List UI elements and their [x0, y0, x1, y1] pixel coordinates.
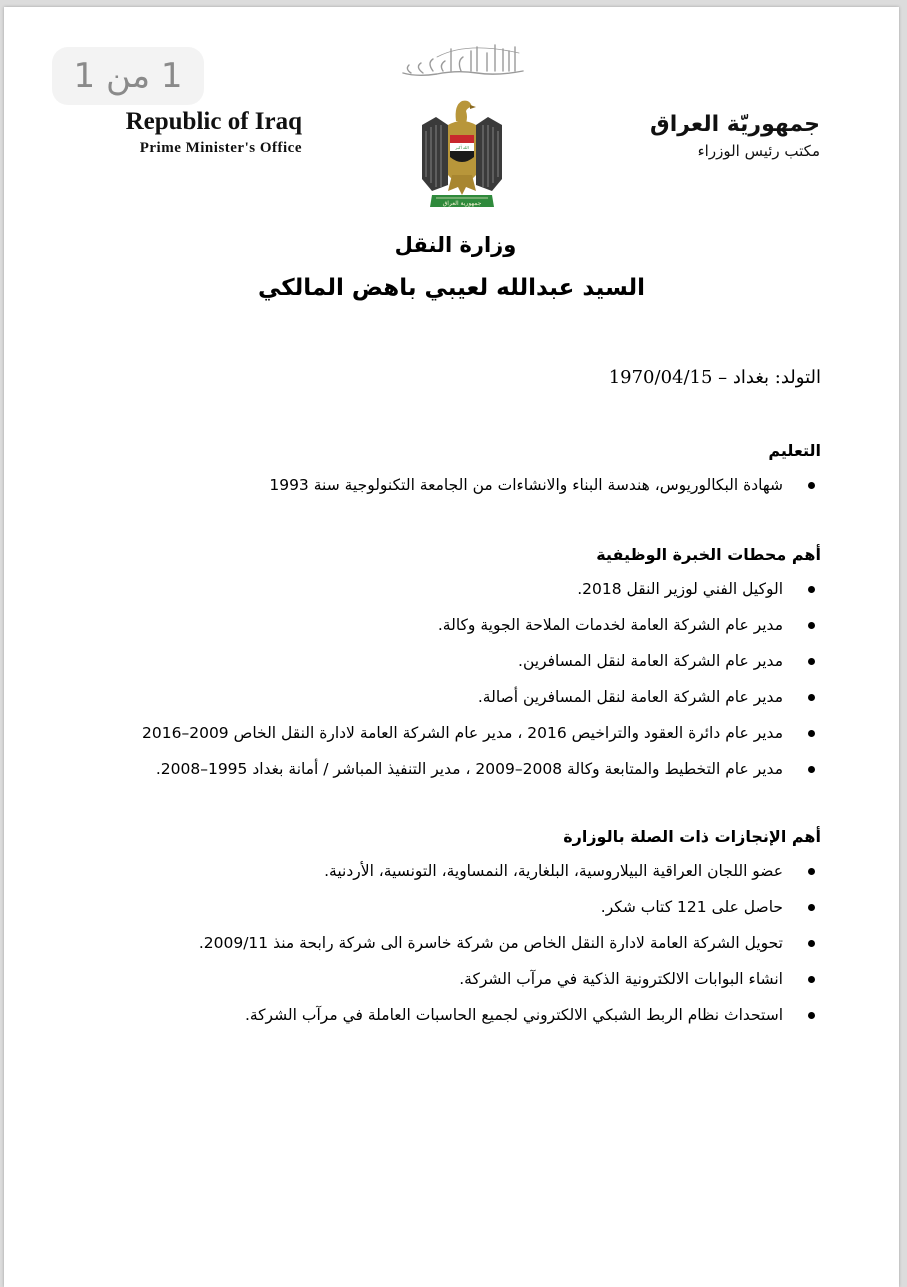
list-item — [64, 889, 821, 925]
list-item-text: مدير عام الشركة العامة لخدمات الملاحة الجوية وكالة. — [437, 616, 783, 634]
education-section — [64, 439, 821, 503]
list-item — [64, 715, 821, 751]
page-indicator: 1 من 1 — [52, 47, 204, 105]
list-item-text: استحداث نظام الربط الشبكي الالكتروني لجميع الحاسبات العاملة في مرآب الشركة. — [244, 1006, 783, 1024]
bullet-icon — [808, 694, 815, 701]
list-item — [64, 467, 821, 503]
arabic-letterhead-title: جمهوريّة العراق — [650, 112, 820, 137]
ministry-title: وزارة النقل — [394, 233, 517, 257]
document-page — [4, 7, 899, 1287]
english-letterhead — [126, 107, 302, 159]
list-item-text: تحويل الشركة العامة لادارة النقل الخاص من شركة خاسرة الى شركة رابحة منذ 2009/11. — [198, 934, 783, 952]
list-item-text: مدير عام التخطيط والمتابعة وكالة 2008–2009 ، مدير التنفيذ المباشر / أمانة بغداد 1995–2008. — [155, 760, 783, 778]
list-item-text: مدير عام الشركة العامة لنقل المسافرين. — [518, 652, 783, 670]
bullet-icon — [808, 622, 815, 629]
achievements-list — [64, 853, 821, 1033]
list-item — [64, 643, 821, 679]
bullet-icon — [808, 658, 815, 665]
bullet-icon — [808, 904, 815, 911]
emblem-flag-text: الله أكبر — [455, 145, 469, 150]
basmala-calligraphy — [397, 37, 531, 81]
list-item — [64, 853, 821, 889]
achievements-title: أهم الإنجازات ذات الصلة بالوزارة — [563, 827, 821, 846]
list-item — [64, 925, 821, 961]
list-item-text: شهادة البكالوريوس، هندسة البناء والانشاءات من الجامعة التكنولوجية سنة 1993 — [269, 476, 783, 494]
arabic-letterhead-subtitle: مكتب رئيس الوزراء — [697, 142, 820, 160]
list-item — [64, 751, 821, 787]
basmala-text: بسم الله الرحمن الرحيم — [464, 79, 475, 80]
bullet-icon — [808, 940, 815, 947]
experience-list — [64, 571, 821, 787]
list-item-text: حاصل على 121 كتاب شكر. — [600, 898, 783, 916]
bullet-icon — [808, 730, 815, 737]
bullet-icon — [808, 868, 815, 875]
person-name: السيد عبدالله لعيبي باهض المالكي — [258, 275, 645, 301]
bullet-icon — [808, 482, 815, 489]
list-item — [64, 679, 821, 715]
bullet-icon — [808, 766, 815, 773]
list-item-text: مدير عام الشركة العامة لنقل المسافرين أصالة. — [477, 688, 783, 706]
list-item — [64, 961, 821, 997]
list-item — [64, 997, 821, 1033]
education-list — [64, 467, 821, 503]
emblem-caption: جمهورية العراق — [442, 200, 482, 207]
list-item — [64, 571, 821, 607]
list-item-text: الوكيل الفني لوزير النقل 2018. — [577, 580, 783, 598]
arabic-letterhead — [650, 110, 820, 162]
list-item — [64, 607, 821, 643]
iraq-emblem-icon — [418, 95, 506, 213]
achievements-section — [64, 825, 821, 1033]
bullet-icon — [808, 1012, 815, 1019]
experience-title: أهم محطات الخبرة الوظيفية — [596, 545, 821, 564]
list-item-text: مدير عام دائرة العقود والتراخيص 2016 ، مدير عام الشركة العامة لادارة النقل الخاص 2009–2016 — [142, 724, 783, 742]
list-item-text: انشاء البوابات الالكترونية الذكية في مرآب الشركة. — [459, 970, 783, 988]
experience-section — [64, 543, 821, 787]
birth-info: التولد: بغداد – 1970/04/15 — [608, 367, 821, 388]
english-letterhead-title: Republic of Iraq — [125, 108, 302, 135]
education-title: التعليم — [768, 441, 821, 460]
bullet-icon — [808, 976, 815, 983]
english-letterhead-subtitle: Prime Minister's Office — [139, 140, 302, 156]
list-item-text: عضو اللجان العراقية البيلاروسية، البلغارية، النمساوية، التونسية، الأردنية. — [324, 862, 783, 880]
bullet-icon — [808, 586, 815, 593]
